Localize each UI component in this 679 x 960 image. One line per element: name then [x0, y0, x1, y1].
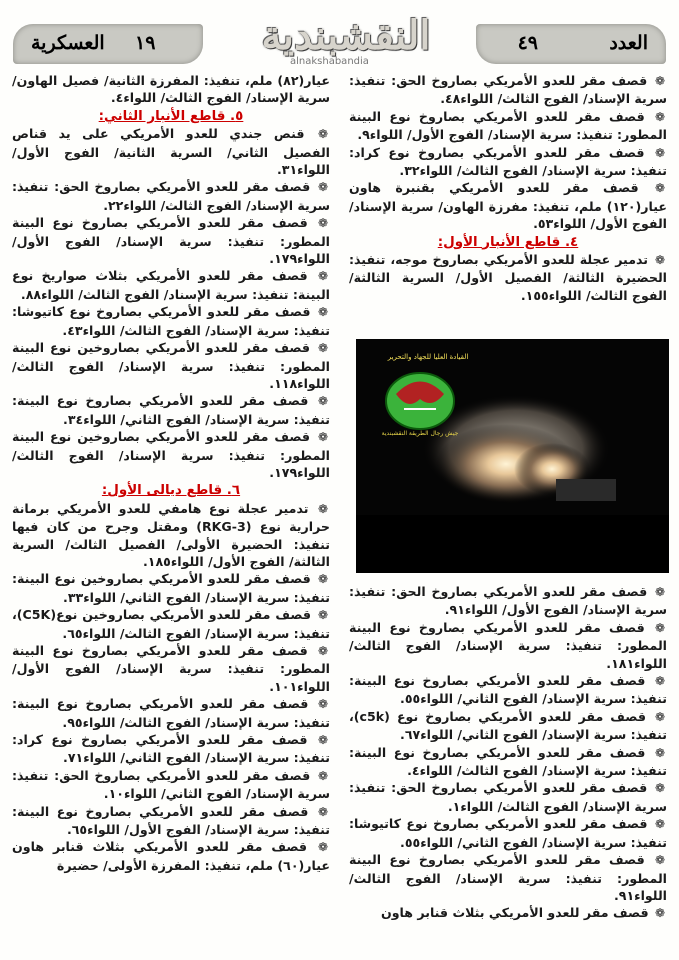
flower-bullet-icon: ❁	[317, 840, 329, 855]
flower-bullet-icon: ❁	[317, 430, 329, 445]
flower-bullet-icon: ❁	[654, 145, 666, 160]
page-number: ١٩	[135, 32, 156, 54]
news-item-text: قصف مقر للعدو الأمريكي بصاروخ نوع البينة: تنفيذ: سرية الإسناد/ الفوج الثاني/ اللواء٥٥.	[349, 673, 667, 707]
flower-bullet-icon: ❁	[317, 127, 329, 142]
flower-bullet-icon: ❁	[654, 620, 666, 635]
flower-bullet-icon: ❁	[654, 674, 666, 689]
news-item	[349, 72, 667, 108]
magazine-logo	[246, 14, 446, 72]
news-item-text: قصف مقر للعدو الأمريكي بصاروخين نوع البينة المطور: تنفيذ: سرية الإسناد/ الفوج الثالث/ اللواء١٧٩.	[12, 429, 330, 480]
photo-caption-bottom: جيش رجال الطريقة النقشبندية	[381, 430, 459, 437]
news-item-text: قصف مقر للعدو الأمريكي بصاروخ نوع البينة: تنفيذ: سرية الإسناد/ الفوج الثاني/ اللواء٣٤.	[12, 393, 330, 427]
section-box	[13, 24, 203, 64]
flower-bullet-icon: ❁	[654, 709, 666, 724]
flower-bullet-icon: ❁	[317, 341, 329, 356]
news-item-text: قصف مقر للعدو الأمريكي بصاروخ الحق: تنفيذ: سرية الإسناد/ الفوج الثالث/ اللواء٤٨.	[349, 73, 667, 107]
flower-bullet-icon: ❁	[654, 109, 666, 124]
news-item-text: قصف مقر للعدو الأمريكي بصاروخين نوع البينة المطور: تنفيذ: سرية الإسناد/ الفوج الثالث/ اللواء١١٨.	[12, 340, 330, 391]
flower-bullet-icon: ❁	[317, 768, 329, 783]
news-item	[349, 619, 667, 672]
flower-bullet-icon: ❁	[317, 180, 329, 195]
photo-caption-top: القيادة العليا للجهاد والتحرير	[387, 353, 469, 361]
news-item	[12, 72, 330, 107]
news-item-text: قصف مقر للعدو الأمريكي بصاروخ نوع البينة المطور: تنفيذ: سرية الإسناد/ الفوج الثالث/ اللواء٩١.	[349, 852, 667, 903]
issue-box	[476, 24, 666, 64]
news-item-text: قصف مقر للعدو الأمريكي بصاروخ نوع البينة المطور: تنفيذ: سرية الإسناد/ الفوج الأول/ اللواء٩.	[349, 108, 667, 143]
flower-bullet-icon: ❁	[654, 781, 666, 796]
left-column	[12, 72, 330, 874]
news-item	[12, 303, 330, 339]
section-heading	[12, 107, 330, 125]
news-item	[349, 904, 667, 922]
explosion-image	[356, 339, 669, 573]
news-item-text: تدمير عجلة للعدو الأمريكي بصاروخ موجه، تنفيذ: الحضيرة الثالثة/ الفصيل الأول/ السرية الثالثة/ الفوج الثالث/ اللواء١٥٥.	[349, 252, 667, 303]
logo-wordmark: النقشبندية	[261, 12, 431, 59]
section-title: العسكرية	[31, 32, 105, 54]
flower-bullet-icon: ❁	[654, 253, 666, 268]
news-item-text: قصف مقر للعدو الأمريكي بقنبرة هاون عيار(١٢٠) ملم، تنفيذ: مفرزة الهاون/ سرية الإسناد/ الفوج الأول/ اللواء٥٣.	[349, 180, 667, 232]
news-item-text: قصف مقر للعدو الأمريكي بصاروخين نوع البينة: تنفيذ: سرية الإسناد/ الفوج الثاني/ اللواء٣٣.	[12, 571, 330, 605]
news-item-text: قصف مقر للعدو الأمريكي بثلاث قنابر هاون عيار(٦٠) ملم، تنفيذ: المفرزة الأولى/ حضيرة	[12, 839, 330, 873]
flower-bullet-icon: ❁	[317, 572, 329, 587]
flower-bullet-icon: ❁	[317, 305, 329, 320]
right-column	[349, 72, 667, 304]
logo-url: alnakshabandia	[290, 56, 369, 67]
news-item	[12, 125, 330, 178]
news-item	[349, 179, 667, 232]
issue-label: العدد	[609, 32, 648, 54]
news-item	[349, 583, 667, 619]
news-item	[12, 642, 330, 695]
news-item-text: قصف مقر للعدو الأمريكي بصاروخ نوع كراد: تنفيذ: سرية الإسناد/ الفوج الثاني/ اللواء٧١.	[12, 732, 330, 766]
news-item	[12, 731, 330, 767]
news-item-text: قنص جندي للعدو الأمريكي على يد قناص الفصيل الثاني/ السرية الثانية/ الفوج الأول/ اللواء٣١.	[12, 126, 330, 178]
news-item-text: تدمير عجلة نوع هامفي للعدو الأمريكي برمانة حرارية نوع (RKG-3) ومقتل وجرح من كان فيها تنفيذ: الحضيرة الأولى/ الفصيل الثالث/ السرية الثالثة/ الفوج الأول/ اللواء١٨٥.	[12, 500, 330, 569]
news-item-text: قصف مقر للعدو الأمريكي بصاروخ الحق: تنفيذ: سرية الإسناد/ الفوج الأول/ اللواء٩١.	[349, 584, 667, 618]
news-item	[12, 178, 330, 214]
news-item-text: قصف مقر للعدو الأمريكي بثلاث صواريخ نوع البينة: تنفيذ: سرية الإسناد/ الفوج الثالث/ اللواء٨٨.	[12, 268, 330, 302]
news-item	[12, 214, 330, 267]
news-item	[12, 606, 330, 642]
section-heading-text: ٤. قاطع الأنبار الأول:	[437, 234, 579, 250]
flower-bullet-icon: ❁	[654, 181, 666, 196]
news-item-text: عيار(٨٢) ملم، تنفيذ: المفرزة الثانية/ فصيل الهاون/ سرية الإسناد/ الفوج الثالث/ اللواء٤.	[12, 73, 330, 106]
news-item-text: قصف مقر للعدو الأمريكي بصاروخ الحق: تنفيذ: سرية الإسناد/ الفوج الثالث/ اللواء٢٢.	[12, 179, 330, 213]
news-item	[349, 744, 667, 780]
flower-bullet-icon: ❁	[654, 745, 666, 760]
news-item	[12, 570, 330, 606]
news-item	[349, 815, 667, 851]
news-item-text: قصف مقر للعدو الأمريكي بصاروخ نوع البينة المطور: تنفيذ: سرية الإسناد/ الفوج الأول/ اللواء١٧٩.	[12, 215, 330, 267]
news-item	[349, 144, 667, 180]
news-item	[12, 767, 330, 803]
flower-bullet-icon: ❁	[317, 501, 329, 516]
news-item	[12, 803, 330, 839]
news-item-text: قصف مقر للعدو الأمريكي بصاروخ نوع كاتيوشا: تنفيذ: سرية الإسناد/ الفوج الثالث/ اللواء٤٣.	[12, 304, 330, 338]
right-column-bottom	[349, 583, 667, 923]
news-item	[12, 428, 330, 481]
section-heading-text: ٦. قاطع ديالى الأول:	[101, 483, 241, 499]
issue-number: ٤٩	[517, 32, 538, 54]
flower-bullet-icon: ❁	[317, 733, 329, 748]
news-item	[12, 500, 330, 571]
section-heading-text: ٥. قاطع الأنبار الثاني:	[98, 108, 244, 124]
news-item	[12, 695, 330, 731]
news-item-text: قصف مقر للعدو الأمريكي بصاروخ نوع البينة: تنفيذ: سرية الإسناد/ الفوج الثالث/ اللواء٤.	[349, 744, 667, 779]
flower-bullet-icon: ❁	[654, 853, 666, 868]
news-item	[12, 838, 330, 874]
section-heading	[12, 481, 330, 499]
news-item	[12, 339, 330, 392]
news-item	[349, 251, 667, 304]
flower-bullet-icon: ❁	[317, 697, 329, 712]
flower-bullet-icon: ❁	[654, 817, 666, 832]
attack-photo	[356, 339, 669, 573]
flower-bullet-icon: ❁	[317, 608, 329, 623]
flower-bullet-icon: ❁	[654, 906, 666, 921]
news-item	[349, 851, 667, 904]
flower-bullet-icon: ❁	[317, 394, 329, 409]
news-item-text: قصف مقر للعدو الأمريكي بصاروخ نوع البينة: تنفيذ: سرية الإسناد/ الفوج الثالث/ اللواء٩٥.	[12, 696, 330, 730]
news-item-text: قصف مقر للعدو الأمريكي بصاروخ نوع البينة المطور: تنفيذ: سرية الإسناد/ الفوج الثالث/ اللواء١٨١.	[349, 619, 667, 671]
flower-bullet-icon: ❁	[317, 269, 329, 284]
news-item	[12, 267, 330, 303]
news-item	[349, 708, 667, 744]
news-item-text: قصف مقر للعدو الأمريكي بصاروخ نوع كراد: تنفيذ: سرية الإسناد/ الفوج الثالث/ اللواء٣٢.	[349, 144, 667, 179]
news-item	[349, 672, 667, 708]
news-item-text: قصف مقر للعدو الأمريكي بثلاث قنابر هاون	[380, 905, 653, 921]
flower-bullet-icon: ❁	[317, 216, 329, 231]
flower-bullet-icon: ❁	[317, 644, 329, 658]
group-emblem-icon	[386, 373, 454, 429]
news-item	[349, 108, 667, 144]
news-item	[12, 392, 330, 428]
news-item-text: قصف مقر للعدو الأمريكي بصاروخين نوع(C5K)، تنفيذ: سرية الإسناد/ الفوج الثالث/ اللواء٦٥.	[12, 607, 330, 641]
news-item-text: قصف مقر للعدو الأمريكي بصاروخ نوع كاتيوشا: تنفيذ: سرية الإسناد/ الفوج الثاني/ اللواء٥٥.	[349, 816, 667, 850]
news-item-text: قصف مقر للعدو الأمريكي بصاروخ الحق: تنفيذ: سرية الإسناد/ الفوج الثالث/ اللواء١.	[349, 780, 667, 814]
flower-bullet-icon: ❁	[654, 74, 666, 88]
news-item-text: قصف مقر للعدو الأمريكي بصاروخ نوع (c5k)، تنفيذ: سرية الإسناد/ الفوج الثاني/ اللواء٦٧.	[349, 708, 667, 743]
flower-bullet-icon: ❁	[654, 585, 666, 599]
news-item-text: قصف مقر للعدو الأمريكي بصاروخ الحق: تنفيذ: سرية الإسناد/ الفوج الثاني/ اللواء١٠.	[12, 767, 330, 802]
news-item	[349, 779, 667, 815]
news-item-text: قصف مقر للعدو الأمريكي بصاروخ نوع البينة المطور: تنفيذ: سرية الإسناد/ الفوج الأول/ اللواء١٠١.	[12, 643, 330, 694]
section-heading	[349, 233, 667, 251]
flower-bullet-icon: ❁	[317, 804, 329, 819]
news-item-text: قصف مقر للعدو الأمريكي بصاروخ نوع البينة: تنفيذ: سرية الإسناد/ الفوج الأول/ اللواء٦٥.	[12, 803, 330, 838]
